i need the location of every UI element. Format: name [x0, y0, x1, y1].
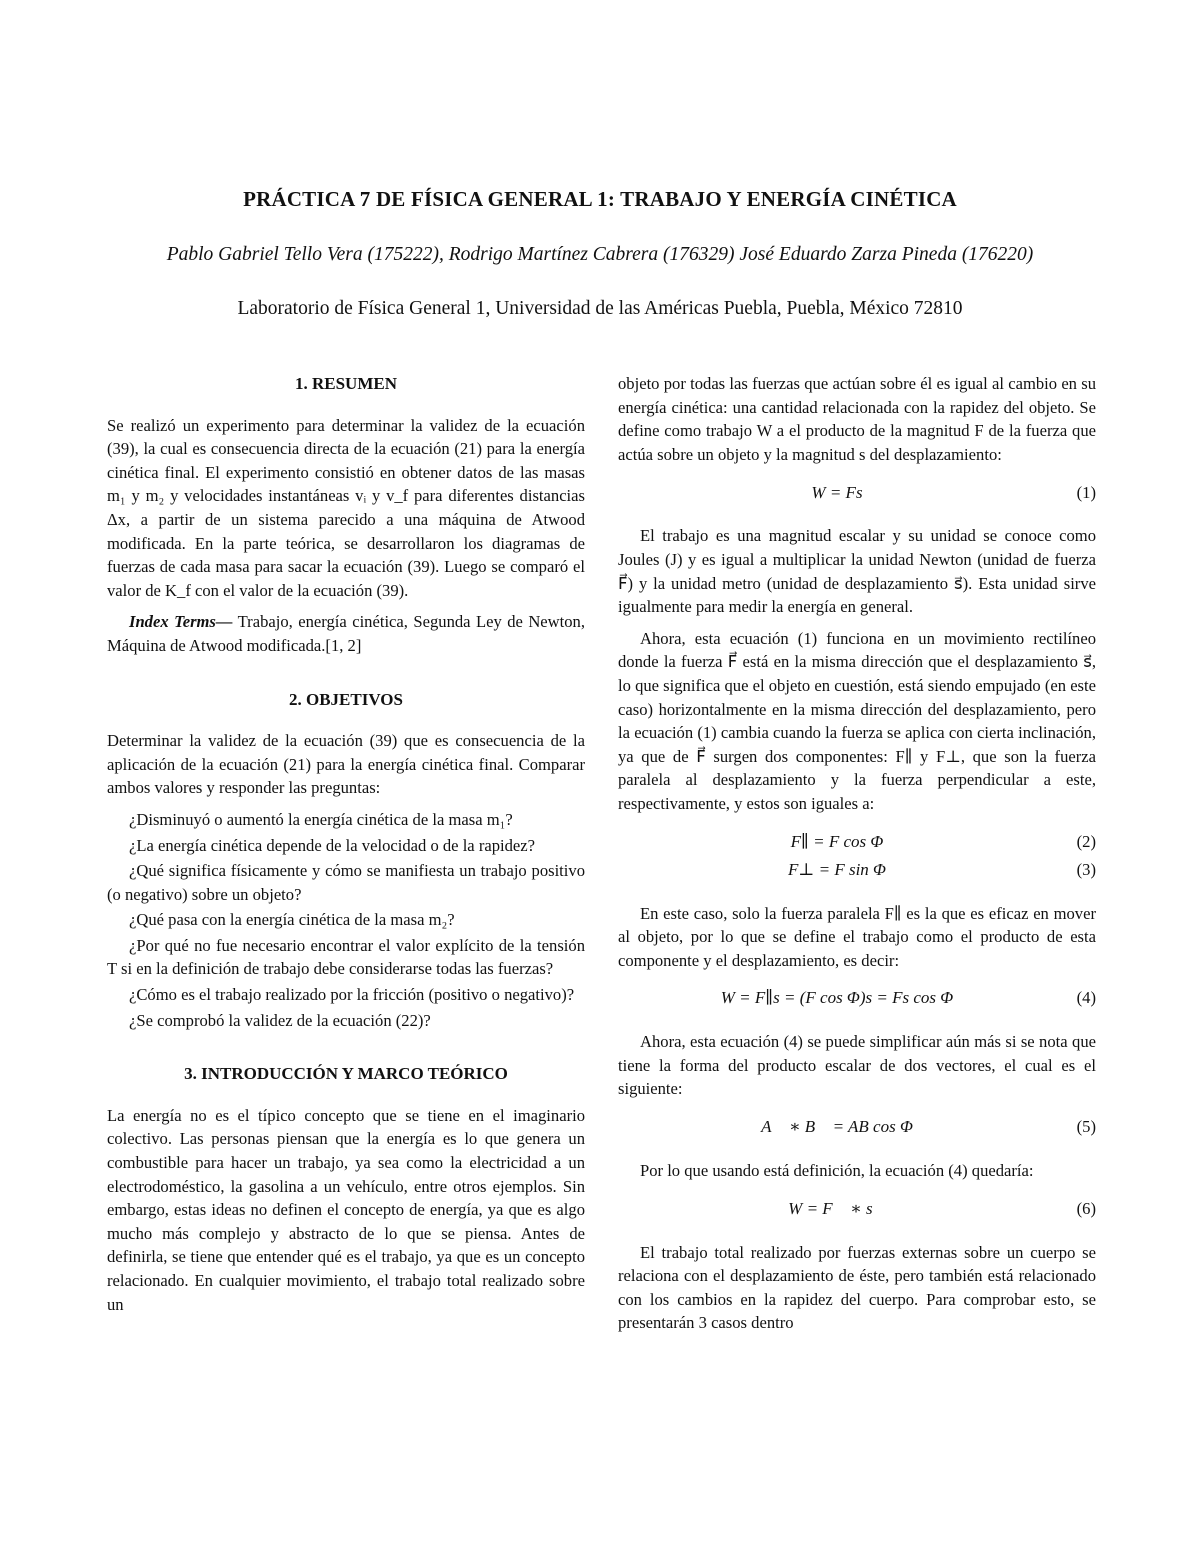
equation-1 — [618, 480, 1096, 504]
equation-6-number: (6) — [1076, 1198, 1096, 1218]
abstract-paragraph: Se realizó un experimento para determinar la validez de la ecuación (39), la cual es consecuencia directa de la ecuación (21) para la energía cinética final. El experimento consistió en obtener datos de las masas m₁ y m₂ y velocidades instantáneas vᵢ y v_f para diferentes distancias Δx, a partir de un sistema parecido a una máquina de Atwood modificada. En la parte teórica, se desarrollaron los diagramas de fuerzas de cada masa para sacar la ecuación (39). Luego se comparó el valor de K_f con el valor de la ecuación (39). — [107, 415, 585, 600]
equation-4-number: (4) — [1076, 988, 1096, 1008]
equation-3-number: (3) — [1076, 859, 1096, 879]
index-terms-label: Index Terms— — [129, 612, 233, 632]
objectives-paragraph: Determinar la validez de la ecuación (39) que es consecuencia de la aplicación de la ecuación (21) para la energía cinética final. Comparar ambos valores y responder las preguntas: — [107, 731, 585, 798]
left-column — [107, 372, 585, 1324]
author-list: Pablo Gabriel Tello Vera (175222), Rodrigo Martínez Cabrera (176329) José Eduardo Zarza Pineda (176220) — [166, 244, 1034, 265]
equation-2-body: F∥ = F cos Φ — [790, 831, 884, 851]
equation-5-body: A⃗ ∗ B⃗ = AB cos Φ — [761, 1117, 913, 1137]
total-work-paragraph: El trabajo total realizado por fuerzas externas sobre un cuerpo se relaciona con el desplazamiento de éste, pero también está relacionado con los cambios en la rapidez del cuerpo. Para comprobar esto, se presentarán 3 casos dentro — [618, 1242, 1096, 1333]
equation-6-body: W = F⃗ ∗ s⃗ — [788, 1198, 886, 1218]
question-item: ¿La energía cinética depende de la velocidad o de la rapidez? — [129, 835, 536, 855]
equation-1-body: W = Fs — [811, 482, 863, 502]
question-item: ¿Por qué no fue necesario encontrar el valor explícito de la tensión T si en la definición de trabajo debe considerarse todas las fuerzas? — [107, 935, 585, 979]
definition-usage-paragraph: Por lo que usando está definición, la ecuación (4) quedaría: — [640, 1161, 1034, 1181]
equation-3 — [618, 858, 1096, 882]
section-heading-objetivos: 2. OBJETIVOS — [289, 689, 403, 709]
work-definition-paragraph: objeto por todas las fuerzas que actúan sobre él es igual al cambio en su energía cinética: una cantidad relacionada con la rapidez del objeto. Se define como trabajo W a el producto de la magnitud F de la fuerza que actúa sobre un objeto y la magnitud s del desplazamiento: — [618, 374, 1096, 464]
section-heading-introduccion: 3. INTRODUCCIÓN Y MARCO TEÓRICO — [184, 1064, 508, 1084]
equation-6 — [618, 1197, 1096, 1221]
equation-2-number: (2) — [1076, 831, 1096, 851]
intro-paragraph: La energía no es el típico concepto que se tiene en el imaginario colectivo. Las personas piensan que la energía es lo que genera un combustible para hacer un trabajo, ya sea como la electricidad a un electrodoméstico, la gasolina a un vehículo, entre otros ejemplos. Sin embargo, estas ideas no definen el concepto de energía, ya que es algo mucho más complejo y abstracto de lo que se piensa. Antes de definirla, se tiene que entender qué es el trabajo, ya que es un concepto relacionado. En cualquier movimiento, el trabajo total realizado sobre un — [107, 1105, 585, 1314]
units-paragraph: El trabajo es una magnitud escalar y su unidad se conoce como Joules (J) y es igual a multiplicar la unidad Newton (unidad de fuerza F⃗) y la unidad metro (unidad de desplazamiento s⃗). Esta unidad sirve igualmente para medir la energía en general. — [618, 526, 1096, 617]
index-terms — [107, 610, 585, 657]
question-item: ¿Cómo es el trabajo realizado por la fricción (positivo o negativo)? — [129, 985, 575, 1005]
equation-4 — [618, 986, 1096, 1010]
question-item: ¿Qué pasa con la energía cinética de la masa m₂? — [129, 910, 455, 930]
index-terms-text: Trabajo, energía cinética, Segunda Ley de Newton, Máquina de Atwood modificada.[1, 2] — [107, 612, 586, 655]
affiliation: Laboratorio de Física General 1, Universidad de las Américas Puebla, Puebla, México 72810 — [237, 298, 963, 319]
equation-1-number: (1) — [1076, 482, 1096, 502]
question-item: ¿Se comprobó la validez de la ecuación (22)? — [129, 1010, 431, 1030]
equation-3-body: F⊥ = F sin Φ — [787, 859, 886, 879]
components-paragraph: Ahora, esta ecuación (1) funciona en un movimiento rectilíneo donde la fuerza F⃗ está en la misma dirección que el desplazamiento s⃗, lo que significa que el objeto en cuestión, está siendo empujado (en este caso) horizontalmente en la misma dirección del desplazamiento, pero la ecuación (1) cambia cuando la fuerza se aplica con cierta inclinación, ya que de F⃗ surgen dos componentes: F∥ y F⊥, que son la fuerza paralela al desplazamiento y la fuerza perpendicular a este, respectivamente, y estos son iguales a: — [618, 628, 1096, 813]
equation-4-body: W = F∥s = (F cos Φ)s = Fs cos Φ — [720, 988, 954, 1008]
equation-5-number: (5) — [1076, 1117, 1096, 1137]
equation-2 — [618, 830, 1096, 854]
question-item: ¿Qué significa físicamente y cómo se manifiesta un trabajo positivo (o negativo) sobre un objeto? — [107, 861, 585, 904]
parallel-force-paragraph: En este caso, solo la fuerza paralela F∥ es la que es eficaz en mover al objeto, por lo que se define el trabajo como el producto de esta componente y el desplazamiento, es decir: — [618, 903, 1096, 970]
scalar-product-paragraph: Ahora, esta ecuación (4) se puede simplificar aún más si se nota que tiene la forma del producto escalar de dos vectores, el cual es el siguiente: — [618, 1032, 1096, 1099]
question-item: ¿Disminuyó o aumentó la energía cinética de la masa m₁? — [129, 809, 513, 829]
section-heading-resumen: 1. RESUMEN — [294, 374, 397, 393]
right-column — [618, 372, 1096, 1343]
paper-title: PRÁCTICA 7 DE FÍSICA GENERAL 1: TRABAJO Y ENERGÍA CINÉTICA — [243, 187, 957, 211]
equation-5 — [618, 1115, 1096, 1139]
